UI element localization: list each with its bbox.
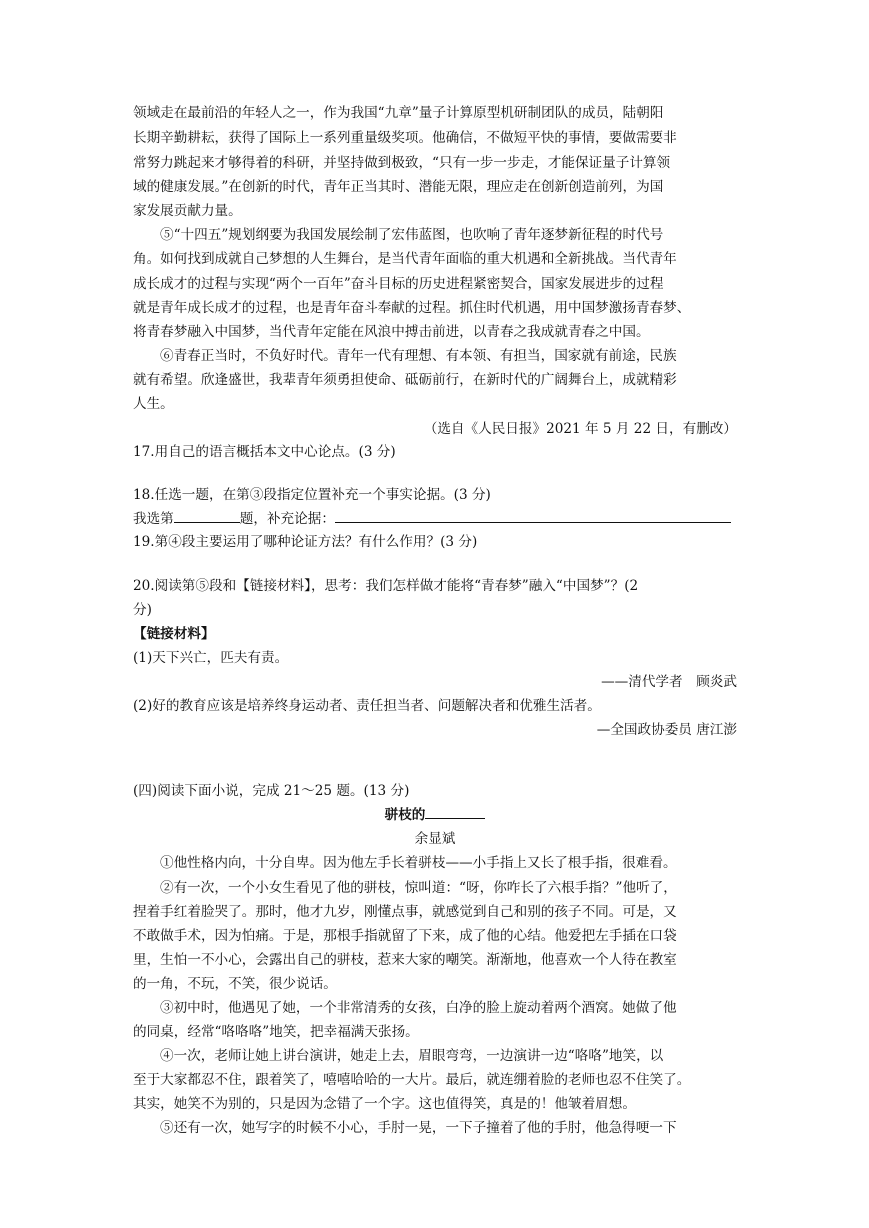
story-paragraph-4-line-1: ④一次，老师让她上讲台演讲，她走上去，眉眼弯弯，一边演讲一边“咯咯”地笑，以 [160, 1048, 664, 1064]
link-material-2-author: —全国政协委员 唐江澎 [596, 722, 737, 738]
section-4-heading: (四)阅读下面小说，完成 21～25 题。(13 分) [133, 783, 410, 799]
paragraph-6-line-1: ⑥青春正当时，不负好时代。青年一代有理想、有本领、有担当，国家就有前途，民族 [160, 348, 677, 364]
story-title-blank[interactable] [425, 804, 485, 819]
paragraph-4-line-3: 常努力跳起来才够得着的科研，并坚持做到极致，“只有一步一步走，才能保证量子计算领 [133, 155, 671, 171]
question-20-line-2: 分) [133, 602, 152, 618]
link-material-title: 【链接材料】 [133, 626, 215, 642]
paragraph-4-line-2: 长期辛勤耕耘，获得了国际上一系列重量级奖项。他确信，不做短平快的事情，要做需要非 [133, 130, 677, 146]
story-paragraph-5-line-1: ⑤还有一次，她写字的时候不小心，手肘一晃，一下子撞着了他的手肘，他急得哽一下 [160, 1120, 677, 1136]
answer-prefix: 我选第 [133, 511, 174, 527]
question-19: 19.第④段主要运用了哪种论证方法？有什么作用？(3 分) [133, 534, 478, 550]
source-note: （选自《人民日报》2021 年 5 月 22 日，有删改） [423, 421, 737, 437]
answer-mid: 题，补充论据： [239, 511, 335, 527]
story-title-text: 骈枝的 [384, 807, 426, 823]
story-paragraph-2-line-2: 捏着手红着脸哭了。那时，他才九岁，刚懂点事，就感觉到自己和别的孩子不同。可是，又 [133, 904, 677, 920]
paragraph-5-line-2: 角。如何找到成就自己梦想的人生舞台，是当代青年面临的重大机遇和全新挑战。当代青年 [133, 251, 677, 267]
story-paragraph-1: ①他性格内向，十分自卑。因为他左手长着骈枝——小手指上又长了根手指，很难看。 [160, 855, 677, 871]
story-paragraph-4-line-3: 其实，她笑不为别的，只是因为念错了一个字。这也值得笑，真是的！他皱着眉想。 [133, 1096, 636, 1112]
question-20-line-1: 20.阅读第⑤段和【链接材料】，思考：我们怎样做才能将“青春梦”融入“中国梦”？(2 [133, 578, 639, 594]
paragraph-4-line-4: 域的健康发展。”在创新的时代，青年正当其时、潜能无限，理应走在创新创造前列，为国 [133, 179, 664, 195]
story-paragraph-2-line-4: 里，生怕一不小心，会露出自己的骈枝，惹来大家的嘲笑。渐渐地，他喜欢一个人待在教室 [133, 952, 677, 968]
paragraph-4-line-1: 领域走在最前沿的年轻人之一，作为我国“九章”量子计算原型机研制团队的成员，陆朝阳 [133, 105, 664, 121]
paragraph-4-line-5: 家发展贡献力量。 [133, 203, 242, 219]
story-paragraph-4-line-2: 至于大家都忍不住，跟着笑了，嘻嘻哈哈的一大片。最后，就连绷着脸的老师也忍不住笑了。 [133, 1072, 691, 1088]
story-paragraph-2-line-1: ②有一次，一个小女生看见了他的骈枝，惊叫道：“呀，你咋长了六根手指？”他听了， [160, 880, 677, 896]
story-paragraph-3-line-1: ③初中时，他遇见了她，一个非常清秀的女孩，白净的脸上旋动着两个酒窝。她做了他 [160, 1000, 677, 1016]
link-material-1-author: ——清代学者 顾炎武 [601, 674, 737, 690]
topic-choice-blank[interactable] [174, 508, 240, 523]
paragraph-5-line-1: ⑤“十四五”规划纲要为我国发展绘制了宏伟蓝图，也吹响了青年逐梦新征程的时代号 [160, 227, 664, 243]
paragraph-5-line-3: 成长成才的过程与实现“两个一百年”奋斗目标的历史进程紧密契合，国家发展进步的过程 [133, 276, 664, 292]
story-author: 余显斌 [414, 831, 456, 847]
story-paragraph-2-line-3: 不敢做手术，因为怕痛。于是，那根手指就留了下来，成了他的心结。他爱把左手插在口袋 [133, 928, 677, 944]
paragraph-5-line-5: 将青春梦融入中国梦，当代青年定能在风浪中搏击前进，以青春之我成就青春之中国。 [133, 324, 650, 340]
question-18-answer-line [133, 508, 737, 530]
story-title [133, 804, 737, 826]
paragraph-6-line-3: 人生。 [133, 396, 174, 412]
link-material-2: (2)好的教育应该是培养终身运动者、责任担当者、问题解决者和优雅生活者。 [133, 698, 601, 714]
question-17: 17.用自己的语言概括本文中心论点。(3 分) [133, 444, 396, 460]
story-paragraph-3-line-2: 的同桌，经常“咯咯咯”地笑，把幸福满天张扬。 [133, 1024, 419, 1040]
link-material-1: (1)天下兴亡，匹夫有责。 [133, 650, 289, 666]
evidence-blank[interactable] [335, 508, 731, 523]
story-paragraph-2-line-5: 的一角，不玩，不笑，很少说话。 [133, 976, 337, 992]
paragraph-6-line-2: 就有希望。欣逢盛世，我辈青年须勇担使命、砥砺前行，在新时代的广阔舞台上，成就精彩 [133, 372, 677, 388]
question-18: 18.任选一题，在第③段指定位置补充一个事实论据。(3 分) [133, 487, 491, 503]
paragraph-5-line-4: 就是青年成长成才的过程，也是青年奋斗奉献的过程。抓住时代机遇，用中国梦激扬青春梦、 [133, 300, 691, 316]
